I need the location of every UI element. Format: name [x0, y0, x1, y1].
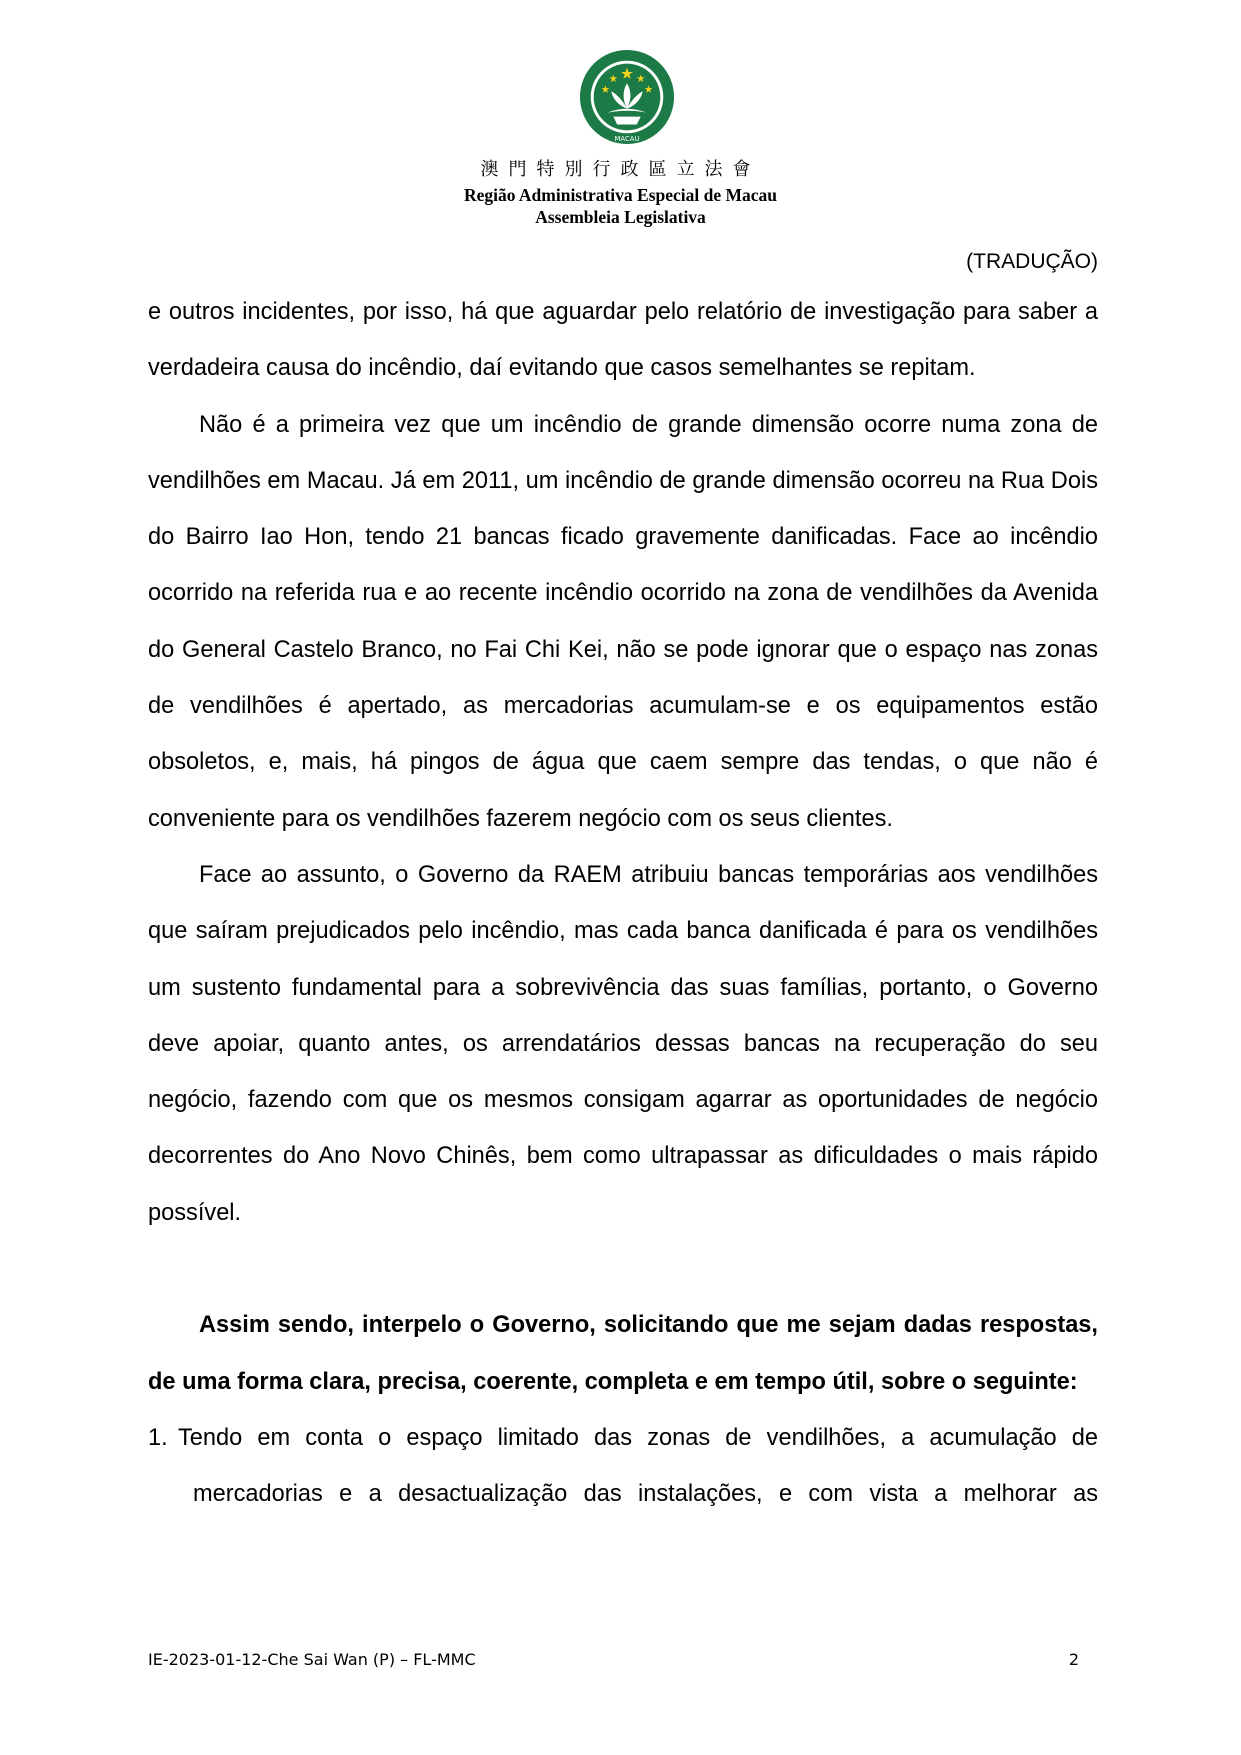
question-number: 1.	[148, 1424, 168, 1451]
paragraph-3: Face ao assunto, o Governo da RAEM atribuiu bancas temporárias aos vendilhões que saíram prejudicados pelo incêndio, mas cada banca danificada é para os vendilhões um sustento fundamental para a sobrevivência das suas famílias, portanto, o Governo deve apoiar, quanto antes, os arrendatários dessas bancas na recuperação do seu negócio, fazendo com que os mesmos consigam agarrar as oportunidades de negócio decorrentes do Ano Novo Chinês, bem como ultrapassar as dificuldades o mais rápido possível.	[148, 861, 1098, 1226]
assembly-title-pt: Assembleia Legislativa	[535, 207, 706, 227]
emblem-text: MACAU	[614, 135, 640, 144]
page-number: 2	[1068, 1650, 1079, 1669]
question-1-line-2: mercadorias e a desactualização das instalações, e com vista a melhorar as	[193, 1481, 1098, 1508]
question-1-line-1: Tendo em conta o espaço limitado das zonas de vendilhões, a acumulação de	[178, 1424, 1098, 1451]
region-title-pt: Região Administrativa Especial de Macau	[463, 185, 778, 205]
paragraph-gap	[148, 1241, 1098, 1297]
interpellation-request: Assim sendo, interpelo o Governo, solicitando que me sejam dadas respostas, de uma forma clara, precisa, coerente, completa e em tempo útil, sobre o seguinte:	[148, 1312, 1098, 1395]
document-body	[148, 284, 1098, 1523]
legislature-title-zh: 澳門特別行政區立法會	[480, 159, 761, 180]
footer-reference: IE-2023-01-12-Che Sai Wan (P) – FL-MMC	[148, 1650, 476, 1669]
translation-tag: (TRADUÇÃO)	[966, 250, 1098, 273]
macau-emblem-icon	[578, 48, 676, 146]
paragraph-1: e outros incidentes, por isso, há que aguardar pelo relatório de investigação para saber a verdadeira causa do incêndio, daí evitando que casos semelhantes se repitam.	[148, 299, 1098, 382]
paragraph-2: Não é a primeira vez que um incêndio de grande dimensão ocorre numa zona de vendilhões em Macau. Já em 2011, um incêndio de grande dimensão ocorreu na Rua Dois do Bairro Iao Hon, tendo 21 bancas ficado gravemente danificadas. Face ao incêndio ocorrido na referida rua e ao recente incêndio ocorrido na zona de vendilhões da Avenida do General Castelo Branco, no Fai Chi Kei, não se pode ignorar que o espaço nas zonas de vendilhões é apertado, as mercadorias acumulam-se e os equipamentos estão obsoletos, e, mais, há pingos de água que caem sempre das tendas, o que não é conveniente para os vendilhões fazerem negócio com os seus clientes.	[148, 411, 1098, 832]
question-item-1	[148, 1410, 1098, 1523]
